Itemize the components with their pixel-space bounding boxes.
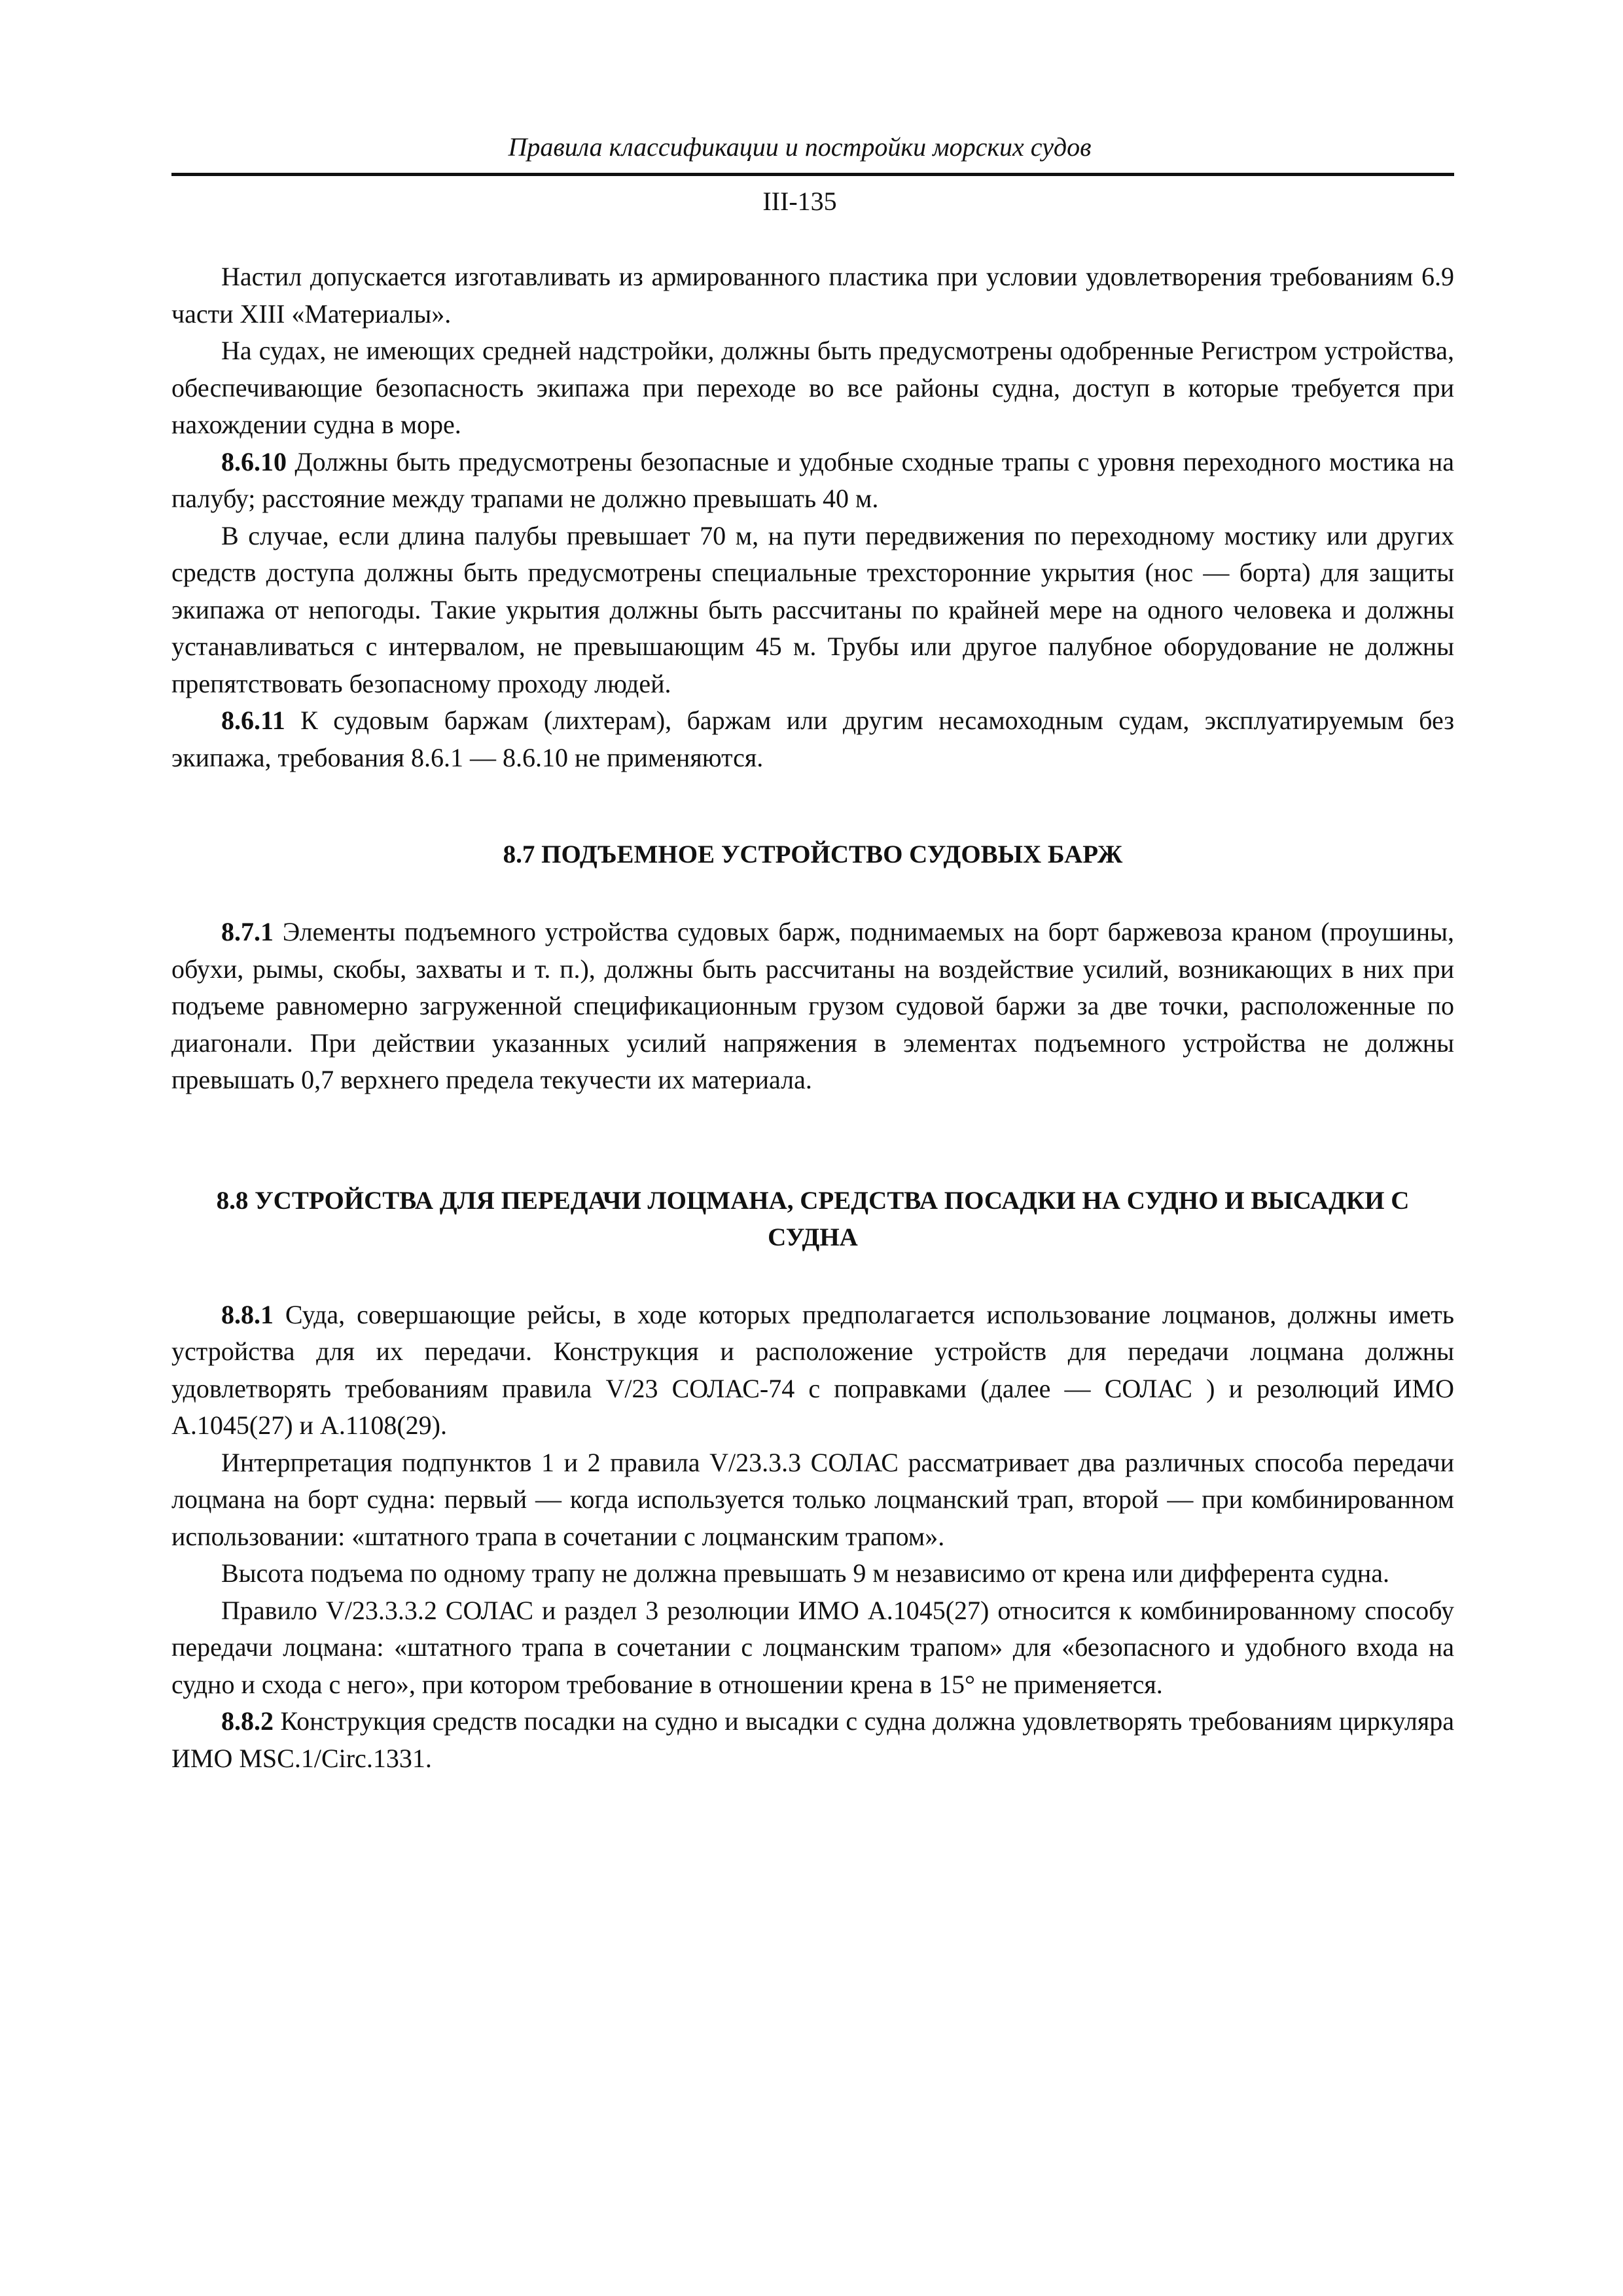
page-number: III-135 xyxy=(762,187,837,216)
running-head: Правила классификации и постройки морских судов xyxy=(508,132,1092,162)
paragraph-text: Конструкция средств посадки на судно и высадки с судна должна удовлетворять требованиям циркуляра ИМО MSC.1/Circ.1331. xyxy=(171,1706,1454,1773)
paragraph xyxy=(171,1555,1454,1592)
paragraph xyxy=(171,518,1454,703)
paragraph-text: Должны быть предусмотрены безопасные и удобные сходные трапы с уровня переходного мостика на палубу; расстояние между трапами не должно превышать 40 м. xyxy=(171,446,1454,513)
paragraph xyxy=(171,1592,1454,1704)
paragraph-text: К судовым баржам (лихтерам), баржам или другим несамоходным судам, эксплуатируемым без экипажа, требования 8.6.1 — 8.6.10 не применяются. xyxy=(171,706,1454,772)
paragraph xyxy=(171,259,1454,332)
clause-number: 8.6.11 xyxy=(221,706,285,735)
section-heading: 8.7 ПОДЪЕМНОЕ УСТРОЙСТВО СУДОВЫХ БАРЖ xyxy=(503,840,1123,869)
paragraph-text: Высота подъема по одному трапу не должна превышать 9 м независимо от крена или дифферента судна. xyxy=(221,1558,1389,1588)
header-rule xyxy=(171,173,1454,176)
paragraph xyxy=(171,1444,1454,1556)
paragraph xyxy=(171,1297,1454,1444)
clause-number: 8.8.2 xyxy=(221,1706,274,1736)
paragraph xyxy=(171,444,1454,518)
paragraph-text: Правило V/23.3.3.2 СОЛАС и раздел 3 резолюции ИМО A.1045(27) относится к комбинированному способу передачи лоцмана: «штатного трапа в сочетании с лоцманским трапом» для «безопасного и удобного входа на судно и схода с него», при котором требование в отношении крена в 15° не применяется. xyxy=(171,1595,1454,1699)
paragraph xyxy=(171,914,1454,1099)
clause-number: 8.7.1 xyxy=(221,917,274,946)
paragraph-text: На судах, не имеющих средней надстройки, должны быть предусмотрены одобренные Регистром устройства, обеспечивающие безопасность экипажа при переходе во все районы судна, доступ в которые требуется при нахождении судна в море. xyxy=(171,336,1454,439)
paragraph xyxy=(171,332,1454,444)
body-text xyxy=(171,259,1454,1777)
paragraph xyxy=(171,1703,1454,1777)
document-page xyxy=(171,131,1454,1777)
paragraph xyxy=(171,702,1454,776)
section-heading: 8.8 УСТРОЙСТВА ДЛЯ ПЕРЕДАЧИ ЛОЦМАНА, СРЕДСТВА ПОСАДКИ НА СУДНО И ВЫСАДКИ С СУДНА xyxy=(216,1186,1410,1251)
paragraph-text: Интерпретация подпунктов 1 и 2 правила V/23.3.3 СОЛАС рассматривает два различных способа передачи лоцмана на борт судна: первый — когда используется только лоцманский трап, второй — при комбинированном использовании: «штатного трапа в сочетании с лоцманским трапом». xyxy=(171,1447,1454,1551)
paragraph-text: Элементы подъемного устройства судовых барж, поднимаемых на борт баржевоза краном (проушины, обухи, рымы, скобы, захваты и т. п.), должны быть рассчитаны на воздействие усилий, возникающих в них при подъеме равномерно загруженной спецификационным грузом судовой баржи за две точки, расположенные по диагонали. При действии указанных усилий напряжения в элементах подъемного устройства не должны превышать 0,7 верхнего предела текучести их материала. xyxy=(171,917,1454,1094)
paragraph-text: В случае, если длина палубы превышает 70 м, на пути передвижения по переходному мостику или других средств доступа должны быть предусмотрены специальные трехсторонние укрытия (нос — борта) для защиты экипажа от непогоды. Такие укрытия должны быть рассчитаны по крайней мере на одного человека и должны устанавливаться с интервалом, не превышающим 45 м. Трубы или другое палубное оборудование не должны препятствовать безопасному проходу людей. xyxy=(171,520,1454,698)
paragraph-text: Суда, совершающие рейсы, в ходе которых предполагается использование лоцманов, должны иметь устройства для их передачи. Конструкция и расположение устройств для передачи лоцмана должны удовлетворять требованиям правила V/23 СОЛАС-74 с поправками (далее — СОЛАС ) и резолюций ИМО A.1045(27) и A.1108(29). xyxy=(171,1299,1454,1440)
paragraph-text: Настил допускается изготавливать из армированного пластика при условии удовлетворения требованиям 6.9 части XIII «Материалы». xyxy=(171,262,1454,329)
clause-number: 8.6.10 xyxy=(221,446,287,476)
clause-number: 8.8.1 xyxy=(221,1299,274,1329)
